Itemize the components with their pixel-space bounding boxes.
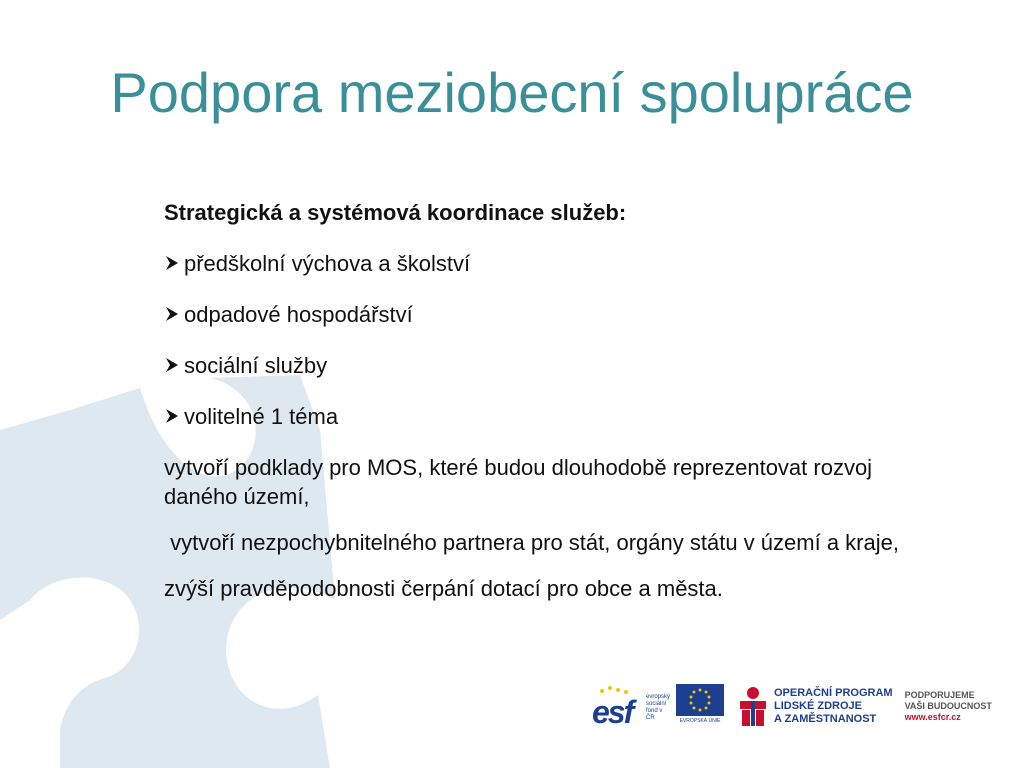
oplz-text — [774, 687, 893, 726]
bullet-text: volitelné 1 téma — [184, 404, 339, 429]
eu-flag-icon — [676, 684, 724, 716]
esf-caption-line: sociální — [646, 701, 667, 707]
paragraph: vytvoří podklady pro MOS, které budou dlouhodobě reprezentovat rozvoj daného území, — [164, 455, 873, 509]
footer-logos — [592, 684, 992, 728]
eu-label: EVROPSKÁ UNIE — [679, 718, 721, 724]
slogan-line: VAŠI BUDOUCNOST — [904, 700, 992, 711]
bullet-text: sociální služby — [184, 353, 328, 378]
paragraph: vytvoří nezpochybnitelného partnera pro stát, orgány státu v území a kraje, — [164, 530, 899, 555]
page-title: Podpora meziobecní spolupráce — [110, 61, 914, 124]
esf-url-link[interactable]: www.esfcr.cz — [904, 711, 961, 722]
bullet-item — [164, 351, 944, 380]
arrow-bullet-icon — [164, 402, 184, 431]
eu-logo — [676, 684, 724, 728]
slogan-line: PODPORUJEME — [904, 689, 975, 700]
support-slogan — [905, 690, 992, 723]
bullet-text: odpadové hospodářství — [184, 302, 413, 327]
section-heading: Strategická a systémová koordinace služeb: — [164, 200, 627, 225]
bullet-item — [164, 249, 944, 278]
arrow-bullet-icon — [164, 249, 184, 278]
paragraph: zvýší pravděpodobnosti čerpání dotací pro obce a města. — [164, 576, 723, 601]
bullet-item — [164, 402, 944, 431]
main-content — [164, 198, 944, 620]
oplz-line: LIDSKÉ ZDROJE — [774, 699, 863, 712]
oplz-logo — [738, 686, 893, 726]
bullet-item — [164, 300, 944, 329]
arrow-bullet-icon — [164, 300, 184, 329]
arrow-bullet-icon — [164, 351, 184, 380]
esf-caption-line: fond v ČR — [646, 708, 663, 721]
esf-caption-line: evropský — [646, 694, 671, 700]
oplz-figure-icon — [738, 686, 768, 726]
esf-logo — [592, 684, 672, 728]
esf-logo-text: esf — [592, 694, 633, 730]
oplz-line: A ZAMĚSTNANOST — [774, 712, 877, 725]
bullet-text: předškolní výchova a školství — [184, 251, 471, 276]
esf-caption — [646, 694, 672, 722]
oplz-line: OPERAČNÍ PROGRAM — [774, 686, 893, 699]
